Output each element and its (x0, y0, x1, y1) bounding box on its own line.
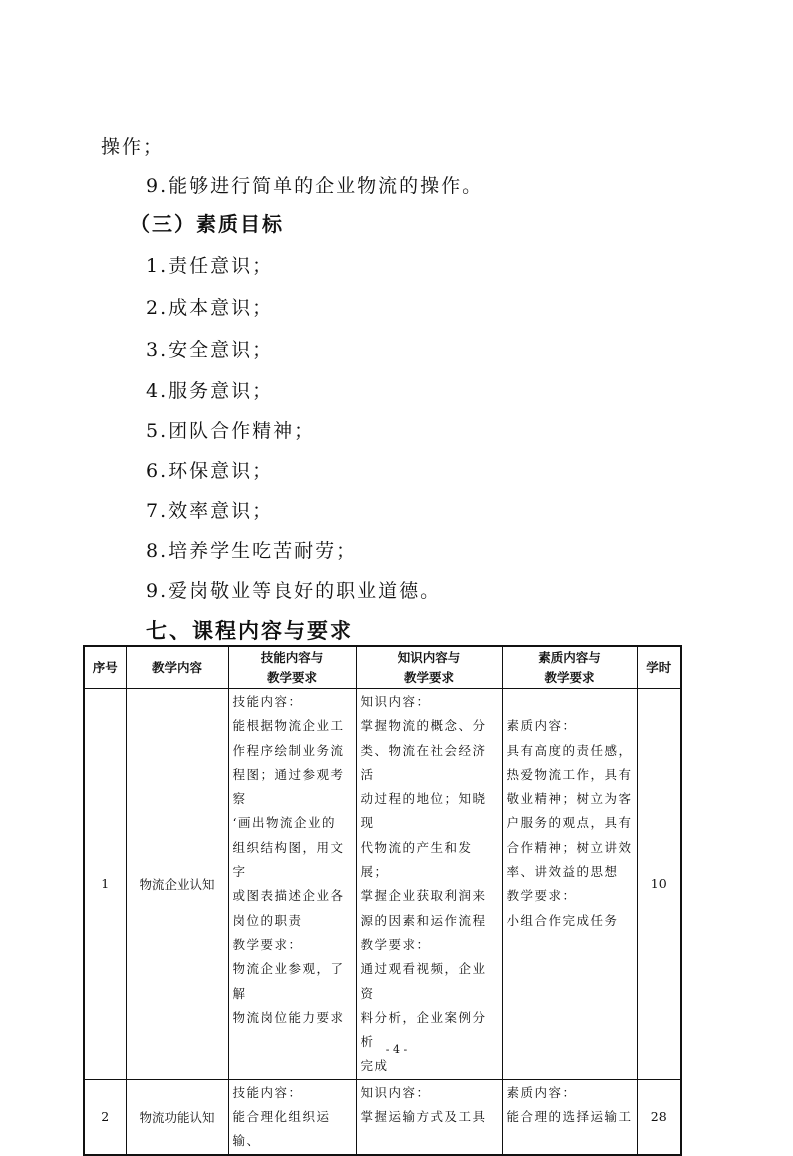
list-item: 3.安全意识； (146, 339, 274, 361)
header-skill: 技能内容与 教学要求 (228, 646, 356, 689)
cell-content: 物流功能认知 (126, 1079, 228, 1154)
cell-skill: 技能内容： 能合理化组织运输、 (228, 1079, 356, 1154)
list-item: 1.责任意识； (146, 255, 274, 277)
list-item: 4.服务意识； (146, 380, 274, 402)
course-content-table (83, 645, 682, 1156)
header-no: 序号 (84, 646, 126, 689)
cell-quality: 素质内容： 能合理的选择运输工 (502, 1079, 637, 1154)
list-item: 7.效率意识； (146, 500, 274, 522)
list-item: 6.环保意识； (146, 460, 274, 482)
header-hours: 学时 (637, 646, 681, 689)
cell-hours: 10 (637, 689, 681, 1080)
section-title: 七、课程内容与要求 (146, 618, 353, 643)
cell-knowledge: 知识内容： 掌握运输方式及工具 (356, 1079, 502, 1154)
header-content: 教学内容 (126, 646, 228, 689)
cell-no: 1 (84, 689, 126, 1080)
paragraph: 9.能够进行简单的企业物流的操作。 (146, 175, 484, 197)
table-row (84, 1079, 681, 1154)
list-item: 5.团队合作精神； (146, 420, 316, 442)
section-heading: （三）素质目标 (130, 212, 284, 236)
table-header-row (84, 646, 681, 689)
header-knowledge: 知识内容与 教学要求 (356, 646, 502, 689)
cell-knowledge: 知识内容： 掌握物流的概念、分 类、物流在社会经济活 动过程的地位；知晓现 代物流的产生和发展； 掌握企业获取利润来 源的因素和运作流程 教学要求： 通过观看视频，企业资 料分析，企业案例分析 完成 (356, 689, 502, 1080)
list-item: 8.培养学生吃苦耐劳； (146, 540, 358, 562)
cell-quality: 素质内容： 具有高度的责任感， 热爱物流工作，具有 敬业精神；树立为客 户服务的观点，具有 合作精神；树立讲效 率、讲效益的思想 教学要求： 小组合作完成任务 (502, 689, 637, 1080)
paragraph: 操作； (101, 136, 165, 158)
cell-no: 2 (84, 1079, 126, 1154)
table-row (84, 689, 681, 1080)
cell-content: 物流企业认知 (126, 689, 228, 1080)
page-number: - 4 - (385, 1043, 408, 1056)
header-quality: 素质内容与 教学要求 (502, 646, 637, 689)
list-item: 2.成本意识； (146, 297, 274, 319)
cell-skill: 技能内容： 能根据物流企业工 作程序绘制业务流 程图；通过参观考察 ‘画出物流企业的 组织结构图，用文字 或图表描述企业各 岗位的职责 教学要求： 物流企业参观，了解 物流岗位能力要求 (228, 689, 356, 1080)
list-item: 9.爱岗敬业等良好的职业道德。 (146, 580, 442, 602)
cell-hours: 28 (637, 1079, 681, 1154)
